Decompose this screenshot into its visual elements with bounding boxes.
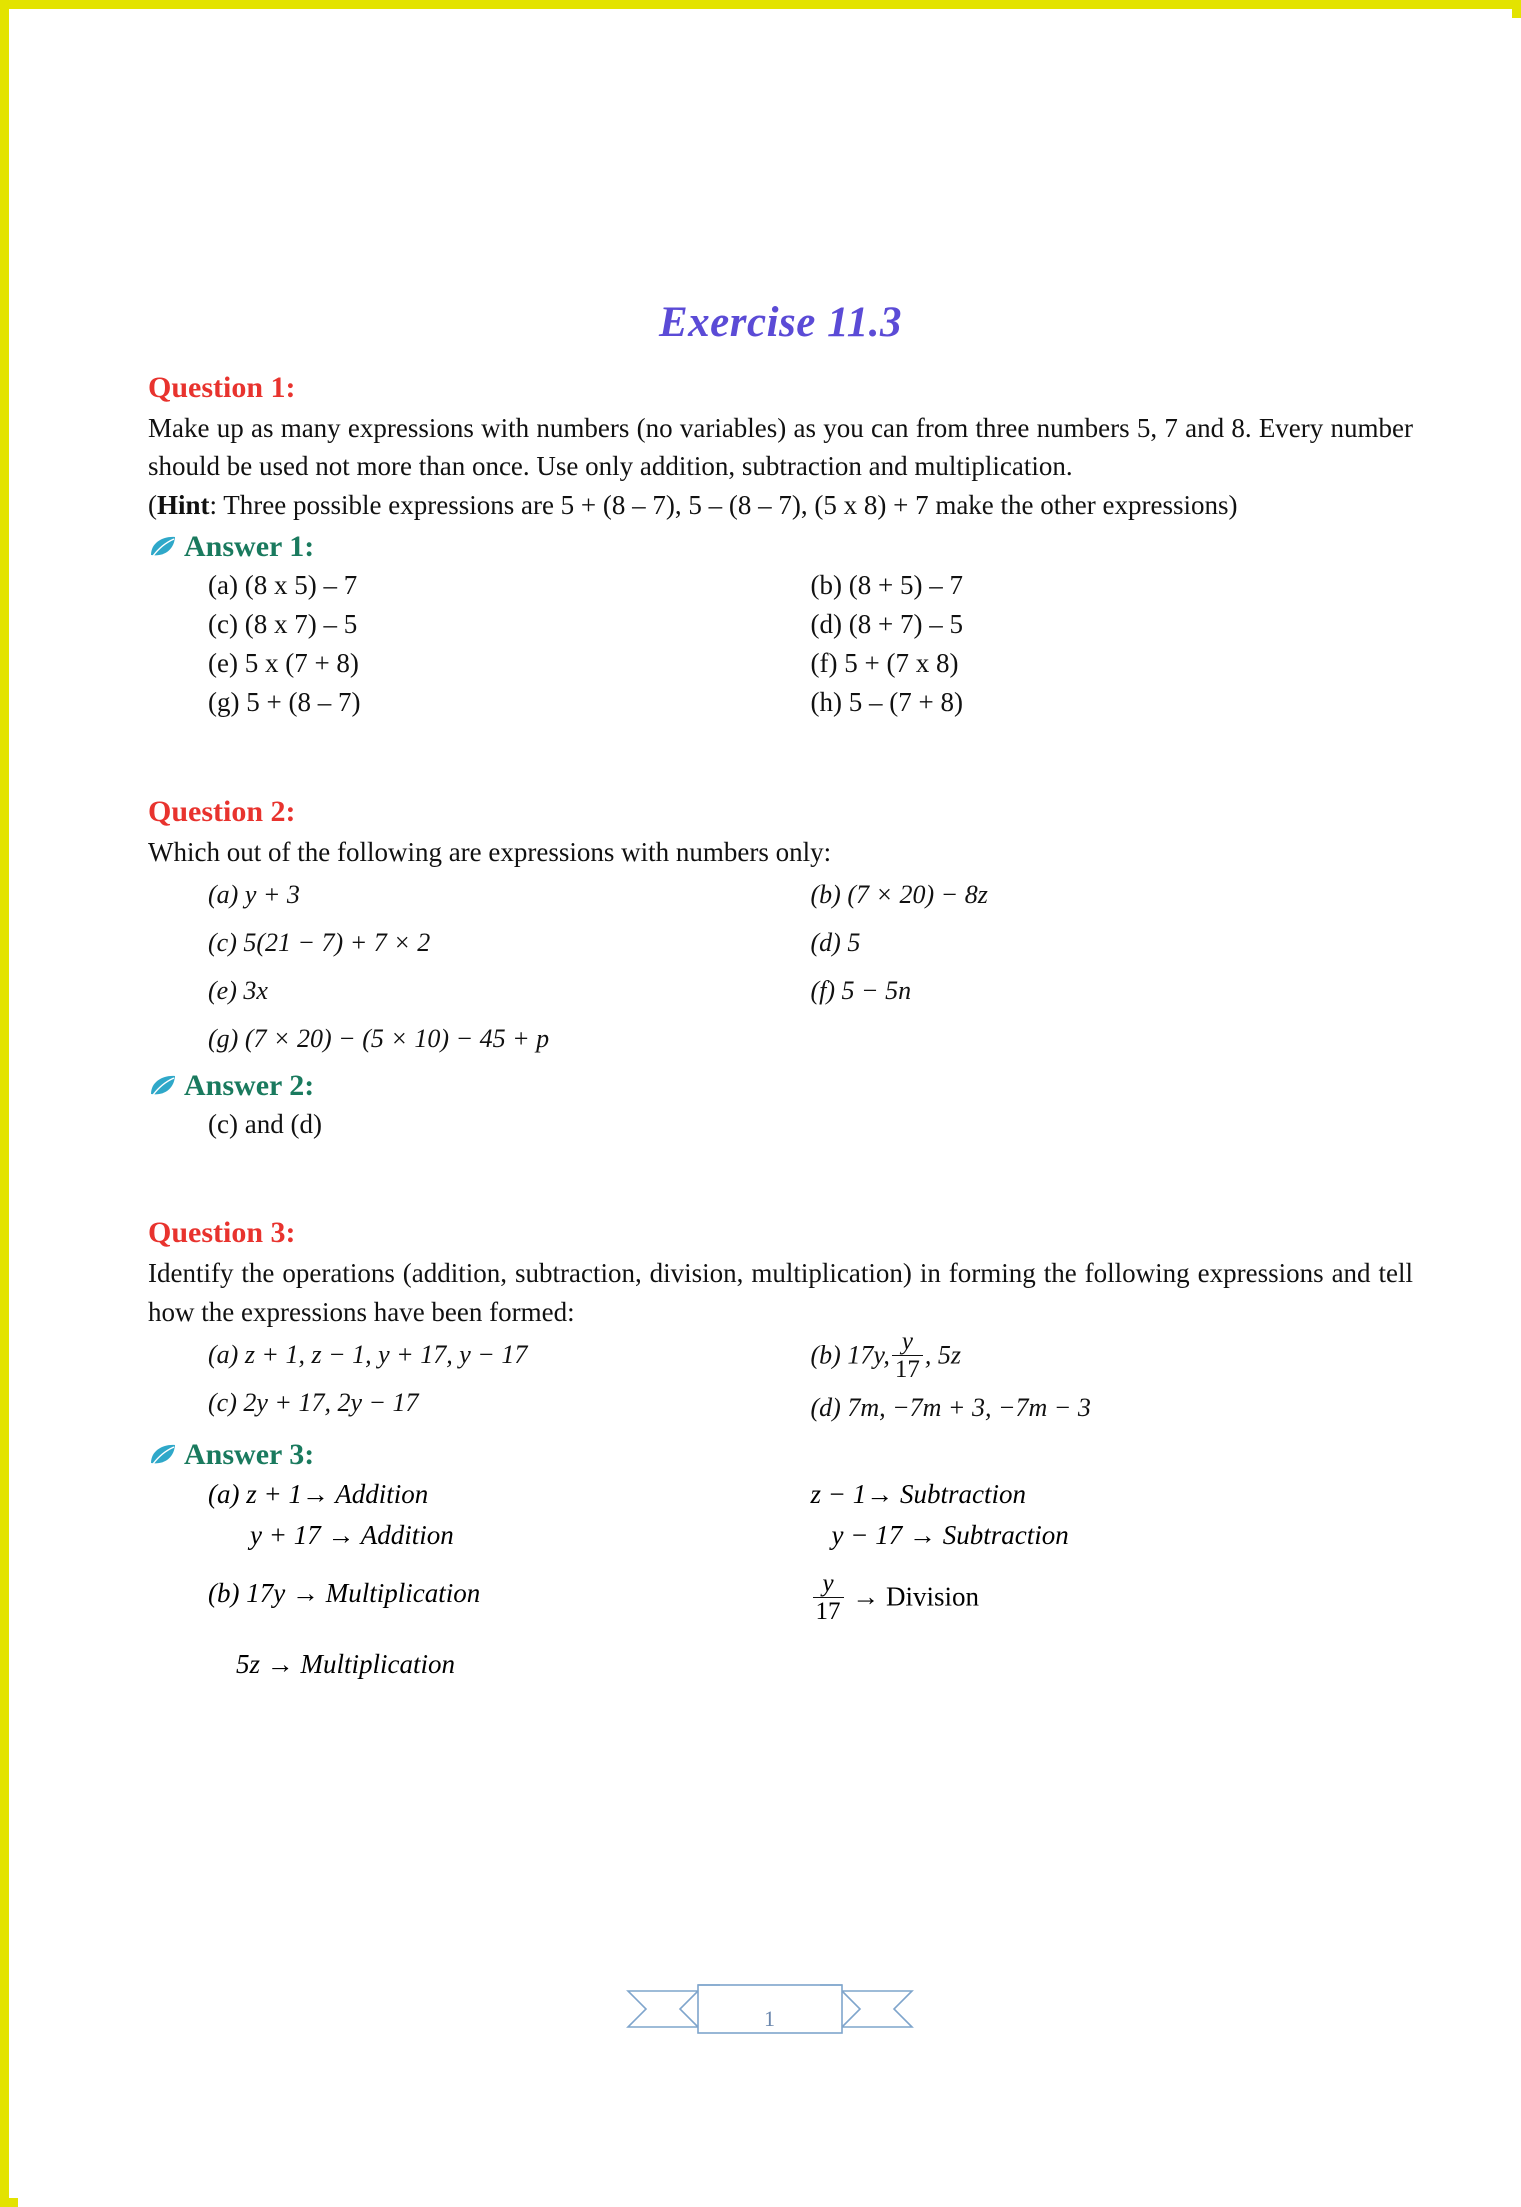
document-sheet — [18, 18, 1521, 2207]
answer-1-left-column — [208, 566, 811, 723]
answer-3-right-suffix: → Division — [852, 1581, 980, 1612]
leaf-icon — [148, 1442, 178, 1468]
answer-1-heading: Answer 1: — [184, 529, 315, 563]
answer-2-heading: Answer 2: — [184, 1069, 315, 1103]
answer-3-right — [825, 1644, 1414, 1685]
list-item: (d) 5 — [810, 927, 861, 957]
answer-3-right: y − 17 → Subtraction — [831, 1519, 1069, 1550]
answer-2-spacer — [811, 1105, 1414, 1144]
answer-3-row — [208, 1570, 1413, 1626]
leaf-icon — [148, 534, 178, 560]
answer-3-row — [208, 1515, 1413, 1556]
answer-3-left: (a) z + 1→ Addition — [208, 1479, 429, 1510]
answer-2-text-wrap — [208, 1105, 811, 1144]
list-item: (a) z + 1, z − 1, y + 17, y − 17 — [208, 1340, 528, 1370]
answer-3-left: y + 17 → Addition — [250, 1519, 454, 1550]
answer-2-header — [148, 1069, 1413, 1103]
list-item: (g) (7 × 20) − (5 × 10) − 45 + p — [208, 1024, 550, 1054]
answer-1-header — [148, 530, 1413, 564]
question-3-options — [208, 1328, 1413, 1432]
answer-1-list — [208, 566, 1413, 723]
list-item: (f) 5 + (7 x 8) — [810, 648, 959, 679]
list-item — [810, 1328, 1414, 1384]
fraction-numerator: y — [822, 1570, 834, 1598]
spacer — [148, 723, 1413, 795]
answer-3-left: (b) 17y → Multiplication — [208, 1578, 481, 1609]
question-2-prompt: Which out of the following are expressions with numbers only: — [148, 836, 832, 867]
page-title: Exercise 11.3 — [659, 299, 902, 346]
fraction-denominator: 17 — [892, 1355, 923, 1382]
answer-3-header — [148, 1438, 1413, 1472]
list-item: (e) 3x — [208, 976, 268, 1006]
spacer — [148, 1555, 1413, 1573]
answer-3-right — [811, 1570, 1414, 1626]
fraction-numerator: y — [901, 1328, 913, 1356]
list-item: (d) (8 + 7) – 5 — [810, 609, 963, 640]
question-2-options — [208, 871, 1413, 1063]
list-item: (d) 7m, −7m + 3, −7m − 3 — [810, 1393, 1091, 1423]
list-item: (b) (7 × 20) − 8z — [810, 879, 988, 909]
question-1-heading: Question 1: — [148, 371, 296, 404]
fraction-denominator: 17 — [813, 1597, 844, 1624]
leaf-icon — [148, 1073, 178, 1099]
question-3-left-column — [208, 1331, 811, 1432]
fraction-y-over-17 — [813, 1571, 844, 1624]
question-2-heading: Question 2: — [148, 794, 296, 828]
list-item: (h) 5 – (7 + 8) — [810, 687, 963, 718]
spacer — [148, 1144, 1413, 1216]
list-item: (f) 5 − 5n — [810, 976, 912, 1006]
answer-2-body — [208, 1105, 1413, 1144]
list-item: (c) 2y + 17, 2y − 17 — [208, 1388, 419, 1418]
answer-3-row — [208, 1644, 1413, 1685]
list-item: (a) y + 3 — [208, 879, 300, 909]
page-number: 1 — [764, 2006, 775, 2031]
list-item: (a) (8 x 5) – 7 — [208, 569, 358, 600]
fraction-y-over-17 — [892, 1329, 923, 1382]
list-item: (c) (8 x 7) – 5 — [208, 609, 358, 640]
question-3-right-column — [810, 1328, 1414, 1432]
list-item: (g) 5 + (8 – 7) — [208, 687, 361, 718]
question-3-heading: Question 3: — [148, 1216, 296, 1250]
question-2-right-column — [811, 871, 1414, 1063]
list-item: (e) 5 x (7 + 8) — [208, 648, 359, 679]
question-1-hint: (Hint: Three possible expressions are 5 + (8 – 7), 5 – (8 – 7), (5 x 8) + 7 make the other expressions) — [148, 489, 1238, 520]
answer-3-right: z − 1→ Subtraction — [810, 1479, 1026, 1510]
option-b-prefix: (b) 17y, — [810, 1340, 890, 1370]
list-item: (b) (8 + 5) – 7 — [810, 569, 963, 600]
answer-3-row — [208, 1474, 1413, 1515]
document-content — [148, 298, 1413, 1685]
answer-3-left: 5z → Multiplication — [236, 1649, 455, 1680]
spacer — [148, 1626, 1413, 1644]
question-2-left-column — [208, 871, 811, 1063]
list-item: (c) 5(21 − 7) + 7 × 2 — [208, 927, 431, 957]
option-b-suffix: , 5z — [924, 1340, 962, 1370]
answer-3-heading: Answer 3: — [184, 1438, 315, 1472]
question-1-prompt: Make up as many expressions with numbers (no variables) as you can from three numbers 5, 7 and 8. Every number should be used not more than once. Use only addition, subtraction and multiplication. — [148, 413, 1413, 482]
answer-1-right-column — [811, 566, 1414, 723]
answer-2-text: (c) and (d) — [208, 1109, 322, 1140]
question-3-prompt: Identify the operations (addition, subtraction, division, multiplication) in forming the following expressions and tell how the expressions have been formed: — [148, 1258, 1413, 1327]
